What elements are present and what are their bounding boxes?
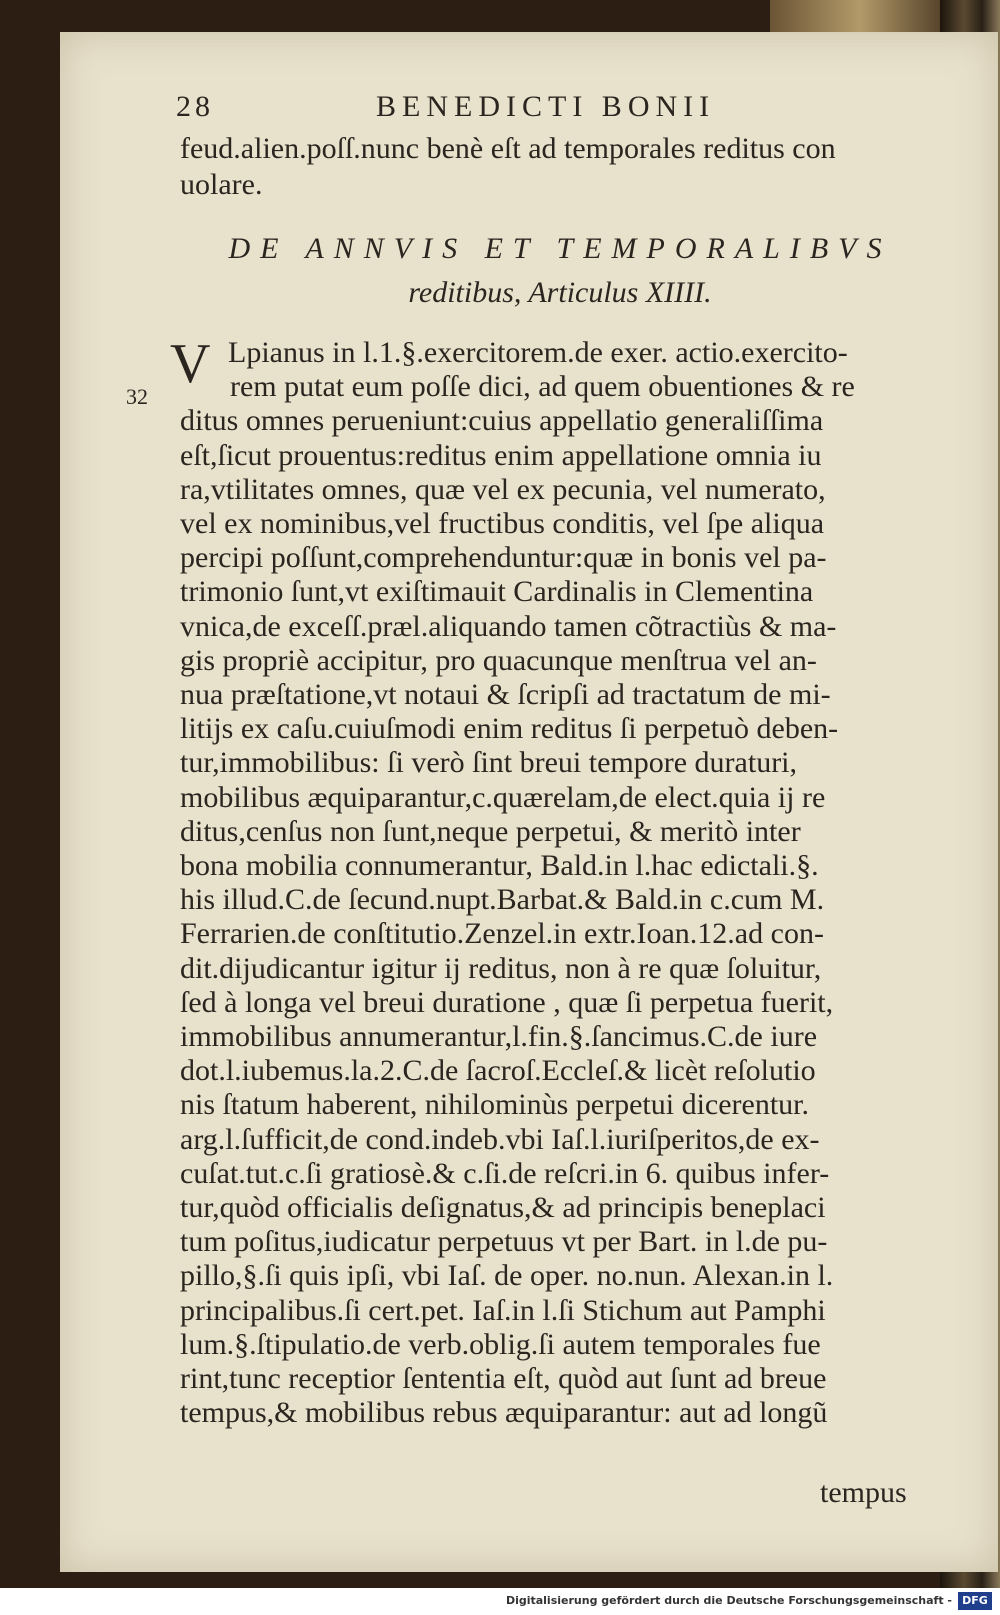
body-line: rem putat eum poſſe dici, ad quem obuentiones & re [230, 370, 855, 403]
body-line: cuſat.tut.c.ſi gratiosè.& c.ſi.de reſcri.in 6. quibus infer- [180, 1157, 830, 1190]
body-line: dit.dijudicantur igitur ij reditus, non à re quæ ſoluitur, [180, 952, 822, 985]
body-line: litijs ex caſu.cuiuſmodi enim reditus ſi perpetuò deben- [180, 712, 839, 745]
body-line: eſt,ſicut prouentus:reditus enim appellatione omnia iu [180, 439, 822, 472]
body-line: ditus omnes perueniunt:cuius appellatio generaliſſima [180, 404, 824, 437]
body-line: nis ſtatum haberent, nihilominùs perpetui dicerentur. [180, 1088, 810, 1121]
body-line: ra,vtilitates omnes, quæ vel ex pecunia, vel numerato, [180, 473, 826, 506]
body-line: his illud.C.de ſecund.nupt.Barbat.& Bald.in c.cum M. [180, 883, 825, 916]
body-line: pillo,§.ſi quis ipſi, vbi Iaſ. de oper. no.nun. Alexan.in l. [180, 1259, 834, 1292]
section-title: DE ANNVIS ET TEMPORALIBVS [228, 232, 892, 265]
body-line: immobilibus annumerantur,l.fin.§.ſancimus.C.de iure [180, 1020, 818, 1053]
body-line: gis propriè accipitur, pro quacunque menſtrua vel an- [180, 644, 817, 677]
intro-line: feud.alien.poſſ.nunc benè eſt ad temporales reditus con [180, 132, 836, 165]
margin-note: 32 [126, 384, 148, 409]
body-line: tempus,& mobilibus rebus æquiparantur: aut ad longũ [180, 1396, 828, 1429]
page-header [176, 90, 876, 132]
section-subtitle: reditibus, Articulus XIIII. [408, 276, 712, 309]
body-line: percipi poſſunt,comprehenduntur:quæ in bonis vel pa- [180, 541, 827, 574]
page-number: 28 [176, 90, 214, 123]
body-line: rint,tunc receptior ſententia eſt, quòd aut ſunt ad breue [180, 1362, 827, 1395]
body-line: arg.l.ſufficit,de cond.indeb.vbi Iaſ.l.iuriſperitos,de ex- [180, 1123, 820, 1156]
body-line: tur,immobilibus: ſi verò ſint breui tempore duraturi, [180, 746, 798, 779]
intro-line: uolare. [180, 168, 263, 201]
footer-bar [0, 1588, 1000, 1615]
footer-text: Digitalisierung gefördert durch die Deutsche Forschungsgemeinschaft - [505, 1594, 952, 1607]
running-head: BENEDICTI BONII [376, 90, 716, 123]
body-line: ditus,cenſus non ſunt,neque perpetui, & meritò inter [180, 815, 801, 848]
body-line: tum poſitus,iudicatur perpetuus vt per Bart. in l.de pu- [180, 1225, 828, 1258]
body-line: bona mobilia connumerantur, Bald.in l.hac edictali.§. [180, 849, 819, 882]
body-line: trimonio ſunt,vt exiſtimauit Cardinalis in Clementina [180, 575, 814, 608]
body-line: mobilibus æquiparantur,c.quærelam,de elect.quia ij re [180, 781, 826, 814]
body-line: tur,quòd officialis deſignatus,& ad principis beneplaci [180, 1191, 826, 1224]
body-line: lum.§.ſtipulatio.de verb.oblig.ſi autem temporales fue [180, 1328, 821, 1361]
dfg-logo: DFG [958, 1592, 992, 1610]
drop-cap: V [170, 333, 211, 395]
book-page [60, 32, 998, 1572]
body-line: Lpianus in l.1.§.exercitorem.de exer. actio.exercito- [228, 336, 848, 369]
body-line: vnica,de exceſſ.præl.aliquando tamen cõtractiùs & ma- [180, 610, 837, 643]
body-line: ſed à longa vel breui duratione , quæ ſi perpetua fuerit, [180, 986, 834, 1019]
body-line: Ferrarien.de conſtitutio.Zenzel.in extr.Ioan.12.ad con- [180, 917, 824, 950]
body-line: vel ex nominibus,vel fructibus conditis, vel ſpe aliqua [180, 507, 825, 540]
catchword: tempus [820, 1476, 907, 1509]
body-line: dot.l.iubemus.la.2.C.de ſacroſ.Eccleſ.& licèt reſolutio [180, 1054, 816, 1087]
body-line: principalibus.ſi cert.pet. Iaſ.in l.ſi Stichum aut Pamphi [180, 1294, 826, 1327]
body-line: nua præſtatione,vt notaui & ſcripſi ad tractatum de mi- [180, 678, 831, 711]
